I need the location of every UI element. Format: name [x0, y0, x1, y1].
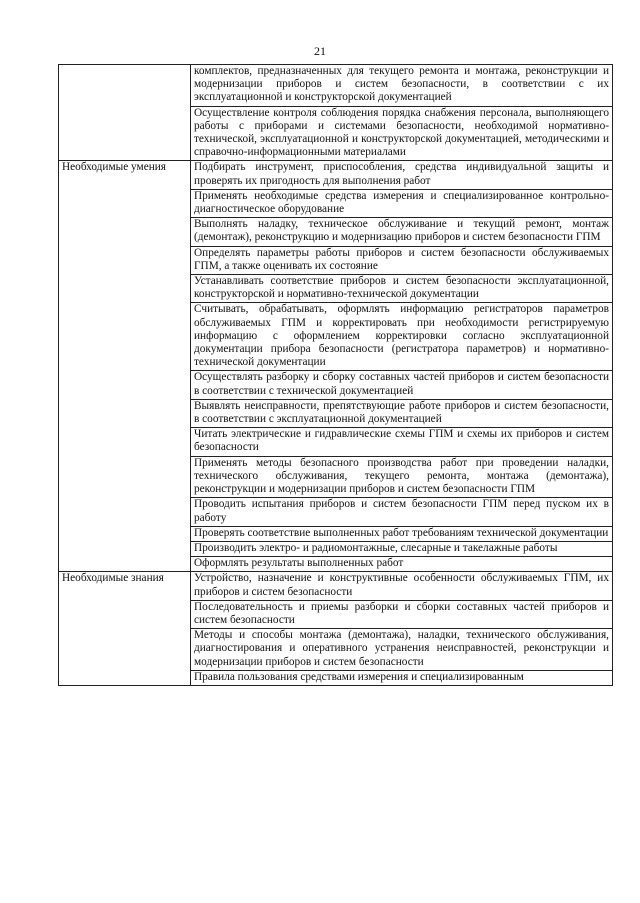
requirement-item: Осуществлять разборку и сборку составных частей приборов и систем безопасности в соответствии с технической документацией	[191, 371, 613, 399]
requirement-item: Проверять соответствие выполненных работ требованиям технической документации	[191, 526, 613, 541]
requirement-item: Подбирать инструмент, приспособления, средства индивидуальной защиты и проверять их пригодность для выполнения работ	[191, 161, 613, 189]
requirement-item: Читать электрические и гидравлические схемы ГПМ и схемы их приборов и систем безопасности	[191, 428, 613, 456]
requirements-table	[58, 64, 613, 686]
requirement-item: Выявлять неисправности, препятствующие работе приборов и систем безопасности, в соответствии с эксплуатационной документацией	[191, 399, 613, 427]
requirement-item: Правила пользования средствами измерения и специализированным	[191, 670, 613, 685]
requirement-item: Выполнять наладку, техническое обслуживание и текущий ремонт, монтаж (демонтаж), реконструкцию и модернизацию приборов и систем безопасности ГПМ	[191, 218, 613, 246]
requirement-item: Считывать, обрабатывать, оформлять информацию регистраторов параметров обслуживаемых ГПМ и корректировать при необходимости регистрируемую информацию с оформлением корректировки согласно эксплуатационной документации прибора безопасности (регистратора параметров) и нормативно-технической документации	[191, 303, 613, 371]
requirement-item: Устанавливать соответствие приборов и систем безопасности эксплуатационной, конструкторской и нормативно-технической документации	[191, 275, 613, 303]
requirement-item: Оформлять результаты выполненных работ	[191, 557, 613, 572]
section-label	[59, 65, 191, 161]
requirement-item: Применять методы безопасного производства работ при проведении наладки, технического обслуживания, текущего ремонта, монтажа (демонтажа), реконструкции и модернизации приборов и систем безопасности ГПМ	[191, 456, 613, 498]
requirement-item: Последовательность и приемы разборки и сборки составных частей приборов и систем безопасности	[191, 600, 613, 628]
requirement-item: Применять необходимые средства измерения и специализированное контрольно-диагностическое оборудование	[191, 189, 613, 217]
requirement-item: Осуществление контроля соблюдения порядка снабжения персонала, выполняющего работы с приборами и системами безопасности, необходимой нормативно-технической, эксплуатационной и конструкторской документацией, методическими и справочно-информационными материалами	[191, 106, 613, 161]
table-row	[59, 65, 613, 107]
requirement-item: Определять параметры работы приборов и систем безопасности обслуживаемых ГПМ, а также оценивать их состояние	[191, 246, 613, 274]
section-label: Необходимые умения	[59, 161, 191, 572]
table-row	[59, 161, 613, 189]
requirement-item: Методы и способы монтажа (демонтажа), наладки, технического обслуживания, диагностирования и оперативного устранения неисправностей, реконструкции и модернизации приборов и систем безопасности	[191, 629, 613, 671]
table-row	[59, 572, 613, 600]
requirement-item: Проводить испытания приборов и систем безопасности ГПМ перед пуском их в работу	[191, 498, 613, 526]
requirement-item: Производить электро- и радиомонтажные, слесарные и такелажные работы	[191, 541, 613, 556]
requirement-item: комплектов, предназначенных для текущего ремонта и монтажа, реконструкции и модернизации приборов и систем безопасности, в соответствии с их эксплуатационной и конструкторской документацией	[191, 65, 613, 107]
page-number: 21	[314, 44, 326, 58]
section-label: Необходимые знания	[59, 572, 191, 686]
requirement-item: Устройство, назначение и конструктивные особенности обслуживаемых ГПМ, их приборов и систем безопасности	[191, 572, 613, 600]
